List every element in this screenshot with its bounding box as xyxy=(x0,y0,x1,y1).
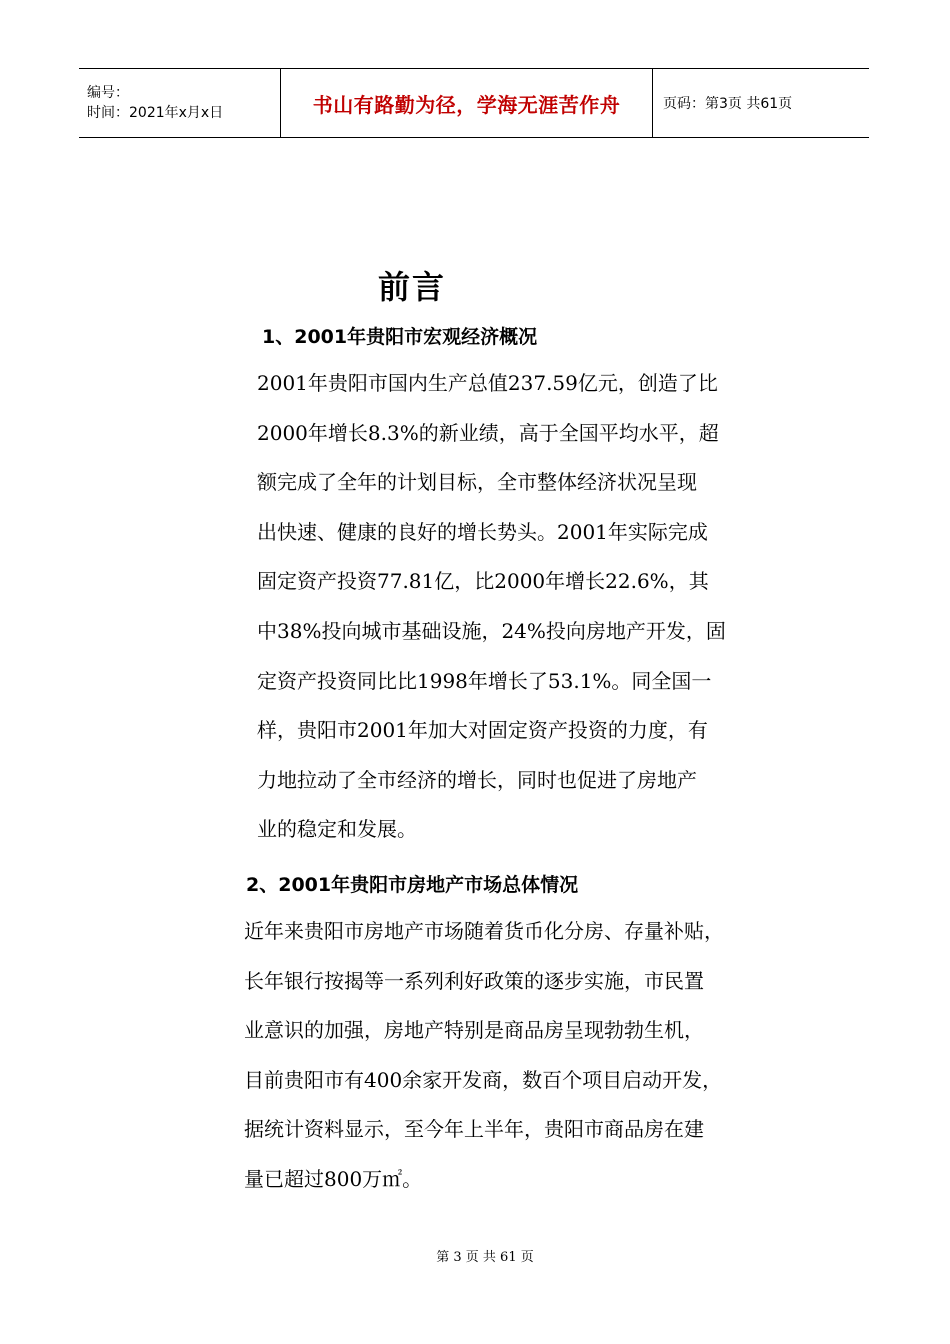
page-header xyxy=(79,68,869,138)
paragraph-line: 2001年贵阳市国内生产总值237.59亿元，创造了比 xyxy=(257,371,718,395)
footer-page-number: 第 3 页 共 61 页 xyxy=(436,1250,534,1265)
paragraph-line: 力地拉动了全市经济的增长，同时也促进了房地产 xyxy=(257,767,697,792)
section2-paragraph xyxy=(244,907,784,1205)
paragraph-line: 中38%投向城市基础设施，24%投向房地产开发，固 xyxy=(257,618,726,643)
section2-heading: 2、2001年贵阳市房地产市场总体情况 xyxy=(246,874,579,896)
document-title: 前言 xyxy=(378,268,447,306)
page-footer xyxy=(0,1246,950,1265)
paragraph-line: 据统计资料显示，至今年上半年，贵阳市商品房在建 xyxy=(244,1117,704,1142)
time-label: 时间：2021年x月x日 xyxy=(87,105,224,121)
page-label: 页码：第3页 共61页 xyxy=(663,96,793,112)
paragraph-line: 出快速、健康的良好的增长势头。2001年实际完成 xyxy=(257,519,708,544)
section1-heading: 1、2001年贵阳市宏观经济概况 xyxy=(262,326,538,348)
section1-paragraph xyxy=(257,359,777,855)
paragraph-line: 目前贵阳市有400余家开发商，数百个项目启动开发， xyxy=(244,1067,723,1092)
paragraph-line: 长年银行按揭等一系列利好政策的逐步实施，市民置 xyxy=(244,968,704,993)
code-label: 编号： xyxy=(87,85,129,101)
paragraph-line: 量已超过800万㎡。 xyxy=(244,1166,423,1191)
header-left-cell xyxy=(79,69,281,137)
paragraph-line: 额完成了全年的计划目标，全市整体经济状况呈现 xyxy=(257,470,697,495)
paragraph-line: 定资产投资同比比1998年增长了53.1%。同全国一 xyxy=(257,668,712,693)
header-page-cell xyxy=(653,69,869,137)
paragraph-line: 固定资产投资77.81亿，比2000年增长22.6%，其 xyxy=(257,569,709,594)
paragraph-line: 业意识的加强，房地产特别是商品房呈现勃勃生机， xyxy=(244,1018,704,1043)
paragraph-line: 样，贵阳市2001年加大对固定资产投资的力度，有 xyxy=(257,718,708,743)
paragraph-line: 2000年增长8.3%的新业绩，高于全国平均水平，超 xyxy=(257,420,719,445)
paragraph-line: 业的稳定和发展。 xyxy=(257,817,417,842)
motto-text: 书山有路勤为径，学海无涯苦作舟 xyxy=(312,92,621,117)
header-motto-cell xyxy=(281,69,653,137)
paragraph-line: 近年来贵阳市房地产市场随着货币化分房、存量补贴， xyxy=(244,919,724,943)
